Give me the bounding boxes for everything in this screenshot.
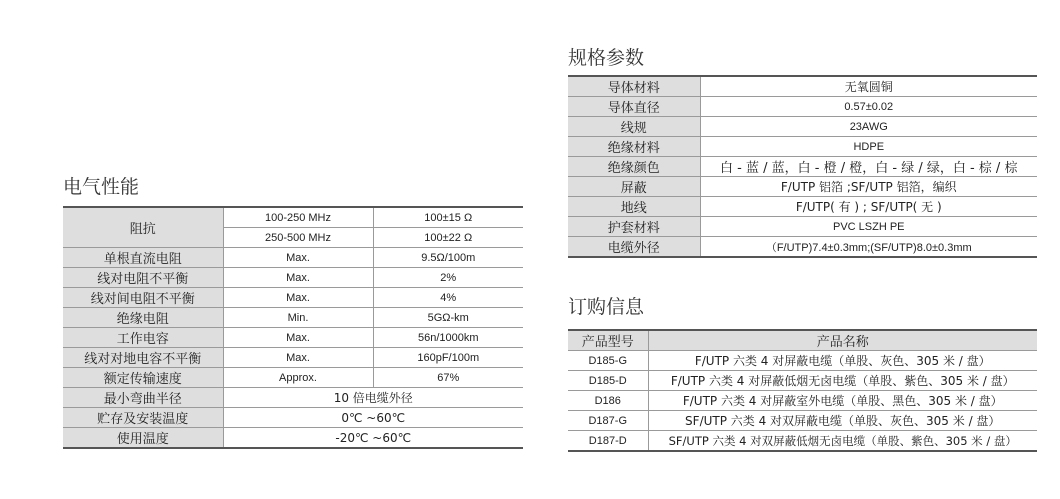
- electrical-table: [63, 206, 523, 449]
- table-cell: Max.: [223, 248, 373, 268]
- table-cell: 9.5Ω/100m: [373, 248, 523, 268]
- table-row: [63, 388, 523, 408]
- table-cell: 白 - 蓝 / 蓝，白 - 橙 / 橙，白 - 绿 / 绿，白 - 棕 / 棕: [700, 157, 1037, 177]
- row-label: 绝缘材料: [568, 137, 700, 157]
- table-row: [63, 308, 523, 328]
- electrical-title: 电气性能: [63, 176, 140, 198]
- table-header-row: [568, 330, 1037, 351]
- table-cell: 5GΩ-km: [373, 308, 523, 328]
- table-row: [568, 157, 1037, 177]
- row-label: 线规: [568, 117, 700, 137]
- table-cell: 4%: [373, 288, 523, 308]
- table-cell: 无氧圆铜: [700, 76, 1037, 97]
- model-cell: D185-G: [568, 351, 648, 371]
- table-cell: 250-500 MHz: [223, 228, 373, 248]
- model-cell: D187-D: [568, 431, 648, 452]
- table-row: [568, 137, 1037, 157]
- table-cell: Max.: [223, 288, 373, 308]
- ordering-table: [568, 329, 1037, 452]
- name-cell: SF/UTP 六类 4 对双屏蔽低烟无卤电缆（单股、紫色、305 米 / 盘）: [648, 431, 1037, 452]
- row-label: 导体材料: [568, 76, 700, 97]
- table-row: [568, 411, 1037, 431]
- table-row: [63, 328, 523, 348]
- table-row: [568, 177, 1037, 197]
- row-label: 护套材料: [568, 217, 700, 237]
- table-cell: （F/UTP)7.4±0.3mm;(SF/UTP)8.0±0.3mm: [700, 237, 1037, 258]
- table-row: [568, 76, 1037, 97]
- table-cell: Max.: [223, 348, 373, 368]
- table-row: [568, 351, 1037, 371]
- table-row: [63, 207, 523, 228]
- model-cell: D187-G: [568, 411, 648, 431]
- name-cell: F/UTP 六类 4 对屏蔽室外电缆（单股、黑色、305 米 / 盘）: [648, 391, 1037, 411]
- table-cell: 56n/1000km: [373, 328, 523, 348]
- ordering-title: 订购信息: [568, 296, 645, 318]
- table-cell: F/UTP( 有 ) ; SF/UTP( 无 ): [700, 197, 1037, 217]
- table-cell: 23AWG: [700, 117, 1037, 137]
- table-cell: 10 倍电缆外径: [223, 388, 523, 408]
- table-cell: Approx.: [223, 368, 373, 388]
- table-row: [568, 391, 1037, 411]
- row-label: 地线: [568, 197, 700, 217]
- table-row: [568, 217, 1037, 237]
- row-label: 工作电容: [63, 328, 223, 348]
- table-cell: HDPE: [700, 137, 1037, 157]
- table-row: [63, 248, 523, 268]
- row-label: 线对对地电容不平衡: [63, 348, 223, 368]
- table-row: [63, 288, 523, 308]
- row-label: 导体直径: [568, 97, 700, 117]
- model-cell: D186: [568, 391, 648, 411]
- table-row: [568, 237, 1037, 258]
- column-header-model: 产品型号: [568, 330, 648, 351]
- row-label: 最小弯曲半径: [63, 388, 223, 408]
- table-cell: 100±22 Ω: [373, 228, 523, 248]
- table-cell: F/UTP 铝箔 ;SF/UTP 铝箔，编织: [700, 177, 1037, 197]
- name-cell: SF/UTP 六类 4 对双屏蔽电缆（单股、灰色、305 米 / 盘）: [648, 411, 1037, 431]
- row-label: 电缆外径: [568, 237, 700, 258]
- table-row: [63, 408, 523, 428]
- table-cell: 2%: [373, 268, 523, 288]
- table-cell: 0.57±0.02: [700, 97, 1037, 117]
- table-row: [568, 197, 1037, 217]
- row-label: 额定传输速度: [63, 368, 223, 388]
- name-cell: F/UTP 六类 4 对屏蔽低烟无卤电缆（单股、紫色、305 米 / 盘）: [648, 371, 1037, 391]
- row-label: 屏蔽: [568, 177, 700, 197]
- impedance-label: 阻抗: [63, 207, 223, 248]
- row-label: 绝缘颜色: [568, 157, 700, 177]
- row-label: 线对电阻不平衡: [63, 268, 223, 288]
- table-cell: PVC LSZH PE: [700, 217, 1037, 237]
- row-label: 贮存及安装温度: [63, 408, 223, 428]
- table-cell: 100-250 MHz: [223, 207, 373, 228]
- table-cell: Max.: [223, 268, 373, 288]
- row-label: 使用温度: [63, 428, 223, 449]
- table-row: [63, 348, 523, 368]
- table-row: [63, 268, 523, 288]
- table-cell: Max.: [223, 328, 373, 348]
- table-row: [568, 117, 1037, 137]
- name-cell: F/UTP 六类 4 对屏蔽电缆（单股、灰色、305 米 / 盘）: [648, 351, 1037, 371]
- table-row: [63, 368, 523, 388]
- model-cell: D185-D: [568, 371, 648, 391]
- table-cell: 100±15 Ω: [373, 207, 523, 228]
- table-cell: -20℃ ~60℃: [223, 428, 523, 449]
- table-cell: Min.: [223, 308, 373, 328]
- table-row: [568, 97, 1037, 117]
- table-row: [63, 428, 523, 449]
- column-header-name: 产品名称: [648, 330, 1037, 351]
- table-cell: 0℃ ~60℃: [223, 408, 523, 428]
- table-cell: 67%: [373, 368, 523, 388]
- row-label: 单根直流电阻: [63, 248, 223, 268]
- table-row: [568, 431, 1037, 452]
- specs-table: [568, 75, 1037, 258]
- table-row: [568, 371, 1037, 391]
- row-label: 绝缘电阻: [63, 308, 223, 328]
- table-cell: 160pF/100m: [373, 348, 523, 368]
- specs-title: 规格参数: [568, 47, 645, 69]
- row-label: 线对间电阻不平衡: [63, 288, 223, 308]
